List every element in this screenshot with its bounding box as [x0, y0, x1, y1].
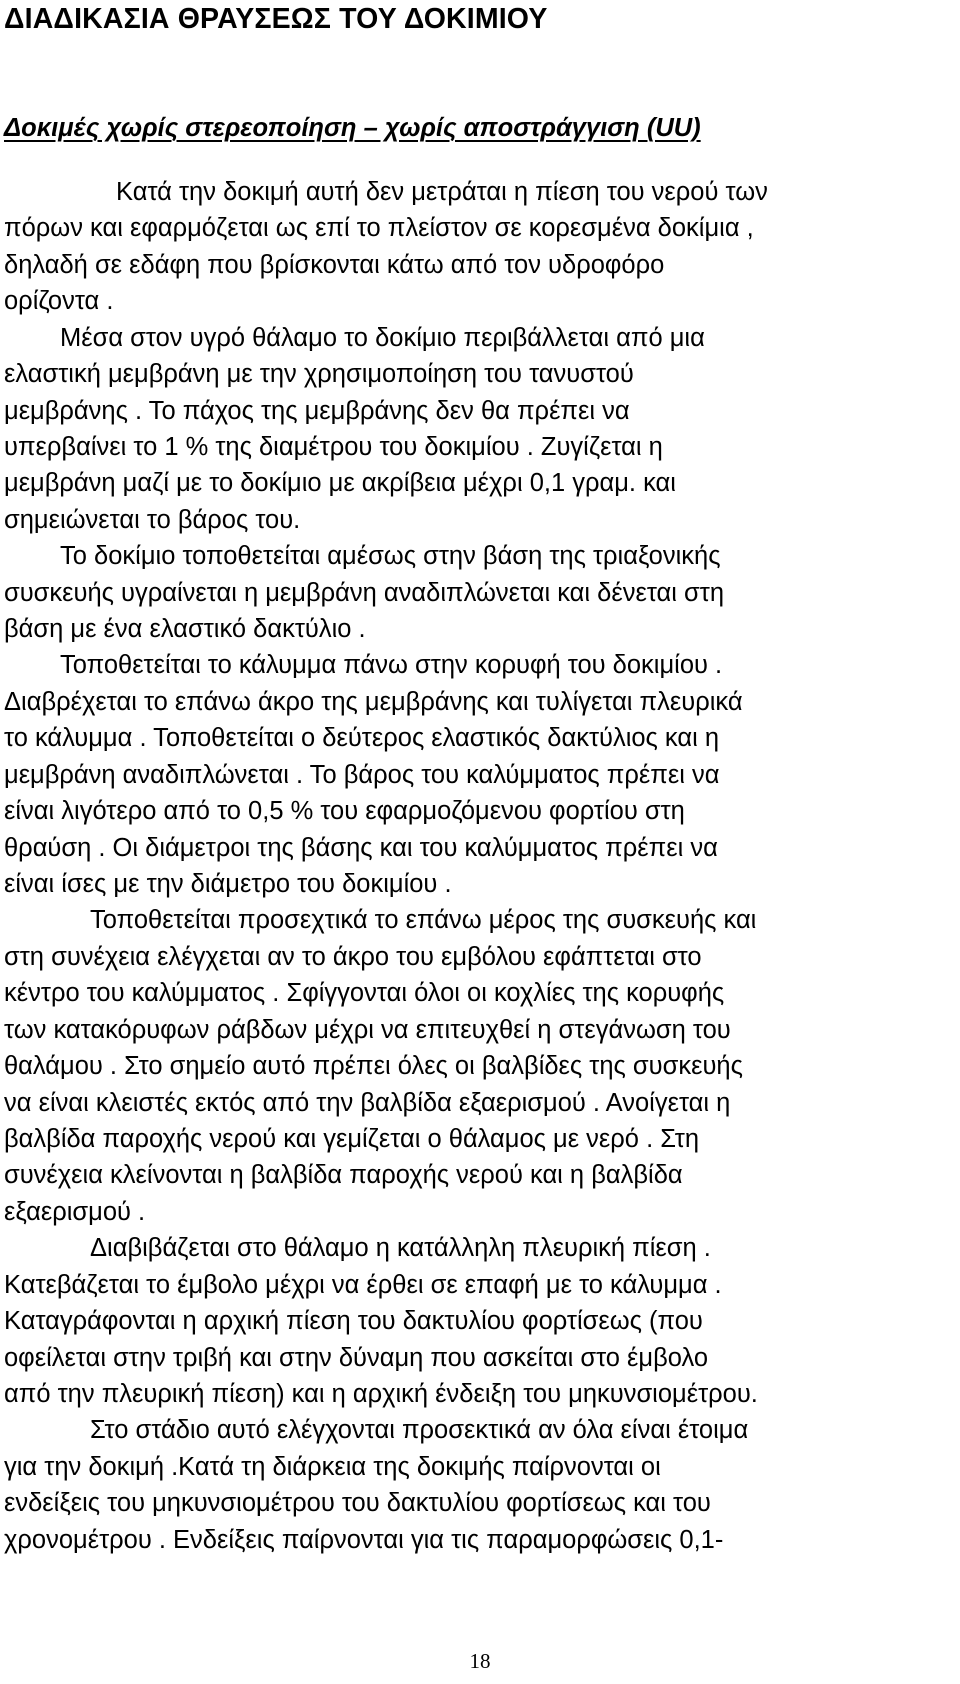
text-line: των κατακόρυφων ράβδων μέχρι να επιτευχθεί η στεγάνωση του [4, 1016, 731, 1044]
text-line: δηλαδή σε εδάφη που βρίσκονται κάτω από τον υδροφόρο [4, 251, 665, 279]
text-line: θραύση . Οι διάμετροι της βάσης και του καλύμματος πρέπει να [4, 834, 718, 862]
text-line: μεμβράνη μαζί με το δοκίμιο με ακρίβεια μέχρι 0,1 γραμ. και [4, 469, 676, 497]
text-line: το κάλυμμα . Τοποθετείται ο δεύτερος ελαστικός δακτύλιος και η [4, 724, 720, 752]
text-line: Τοποθετείται προσεχτικά το επάνω μέρος της συσκευής και [90, 906, 757, 934]
text-line: μεμβράνη αναδιπλώνεται . Το βάρος του καλύμματος πρέπει να [4, 761, 720, 789]
page-number: 18 [469, 1649, 491, 1673]
text-line: Το δοκίμιο τοποθετείται αμέσως στην βάση της τριαξονικής [60, 542, 721, 570]
text-line: για την δοκιμή .Κατά τη διάρκεια της δοκιμής παίρνονται οι [4, 1453, 661, 1481]
text-line: συσκευής υγραίνεται η μεμβράνη αναδιπλώνεται και δένεται στη [4, 579, 725, 607]
text-line: εξαερισμού . [4, 1198, 146, 1226]
text-line: πόρων και εφαρμόζεται ως επί το πλείστον σε κορεσμένα δοκίμια , [4, 214, 754, 242]
text-line: χρονομέτρου . Ενδείξεις παίρνονται για τις παραμορφώσεις 0,1- [4, 1526, 724, 1554]
text-line: θαλάμου . Στο σημείο αυτό πρέπει όλες οι βαλβίδες της συσκευής [4, 1052, 743, 1080]
text-line: συνέχεια κλείνονται η βαλβίδα παροχής νερού και η βαλβίδα [4, 1161, 683, 1189]
text-line: ορίζοντα . [4, 287, 114, 315]
text-line: στη συνέχεια ελέγχεται αν το άκρο του εμβόλου εφάπτεται στο [4, 943, 702, 971]
text-line: είναι λιγότερο από το 0,5 % του εφαρμοζόμενου φορτίου στη [4, 797, 685, 825]
text-line: βαλβίδα παροχής νερού και γεμίζεται ο θάλαμος με νερό . Στη [4, 1125, 700, 1153]
text-line: Καταγράφονται η αρχική πίεση του δακτυλίου φορτίσεως (που [4, 1307, 703, 1335]
text-line: Διαβιβάζεται στο θάλαμο η κατάλληλη πλευρική πίεση . [90, 1234, 711, 1262]
text-line: Κατεβάζεται το έμβολο μέχρι να έρθει σε επαφή με το κάλυμμα . [4, 1271, 722, 1299]
text-line: ενδείξεις του μηκυνσιομέτρου του δακτυλίου φορτίσεως και του [4, 1489, 711, 1517]
text-line: κέντρο του καλύμματος . Σφίγγονται όλοι οι κοχλίες της κορυφής [4, 979, 725, 1007]
text-line: ελαστική μεμβράνη με την χρησιμοποίηση του τανυστού [4, 360, 634, 388]
section-subtitle: Δοκιμές χωρίς στερεοποίηση – χωρίς αποστράγγιση (UU) [4, 114, 701, 142]
text-line: είναι ίσες με την διάμετρο του δοκιμίου . [4, 870, 452, 898]
page-title: ΔΙΑΔΙΚΑΣΙΑ ΘΡΑΥΣΕΩΣ ΤΟΥ ΔΟΚΙΜΙΟΥ [4, 3, 548, 35]
text-line: να είναι κλειστές εκτός από την βαλβίδα εξαερισμού . Ανοίγεται η [4, 1089, 731, 1117]
text-line: από την πλευρική πίεση) και η αρχική ένδειξη του μηκυνσιομέτρου. [4, 1380, 758, 1408]
text-line: υπερβαίνει το 1 % της διαμέτρου του δοκιμίου . Ζυγίζεται η [4, 433, 663, 461]
text-line: βάση με ένα ελαστικό δακτύλιο . [4, 615, 366, 643]
text-line: οφείλεται στην τριβή και στην δύναμη που ασκείται στο έμβολο [4, 1344, 709, 1372]
text-line: μεμβράνης . Το πάχος της μεμβράνης δεν θα πρέπει να [4, 397, 630, 425]
text-line: Κατά την δοκιμή αυτή δεν μετράται η πίεση του νερού των [116, 178, 768, 206]
text-line: Μέσα στον υγρό θάλαμο το δοκίμιο περιβάλλεται από μια [60, 324, 705, 352]
text-line: Διαβρέχεται το επάνω άκρο της μεμβράνης και τυλίγεται πλευρικά [4, 688, 743, 716]
text-line: Στο στάδιο αυτό ελέγχονται προσεκτικά αν όλα είναι έτοιμα [90, 1416, 749, 1444]
text-line: Τοποθετείται το κάλυμμα πάνω στην κορυφή του δοκιμίου . [60, 651, 723, 679]
text-line: σημειώνεται το βάρος του. [4, 506, 301, 534]
